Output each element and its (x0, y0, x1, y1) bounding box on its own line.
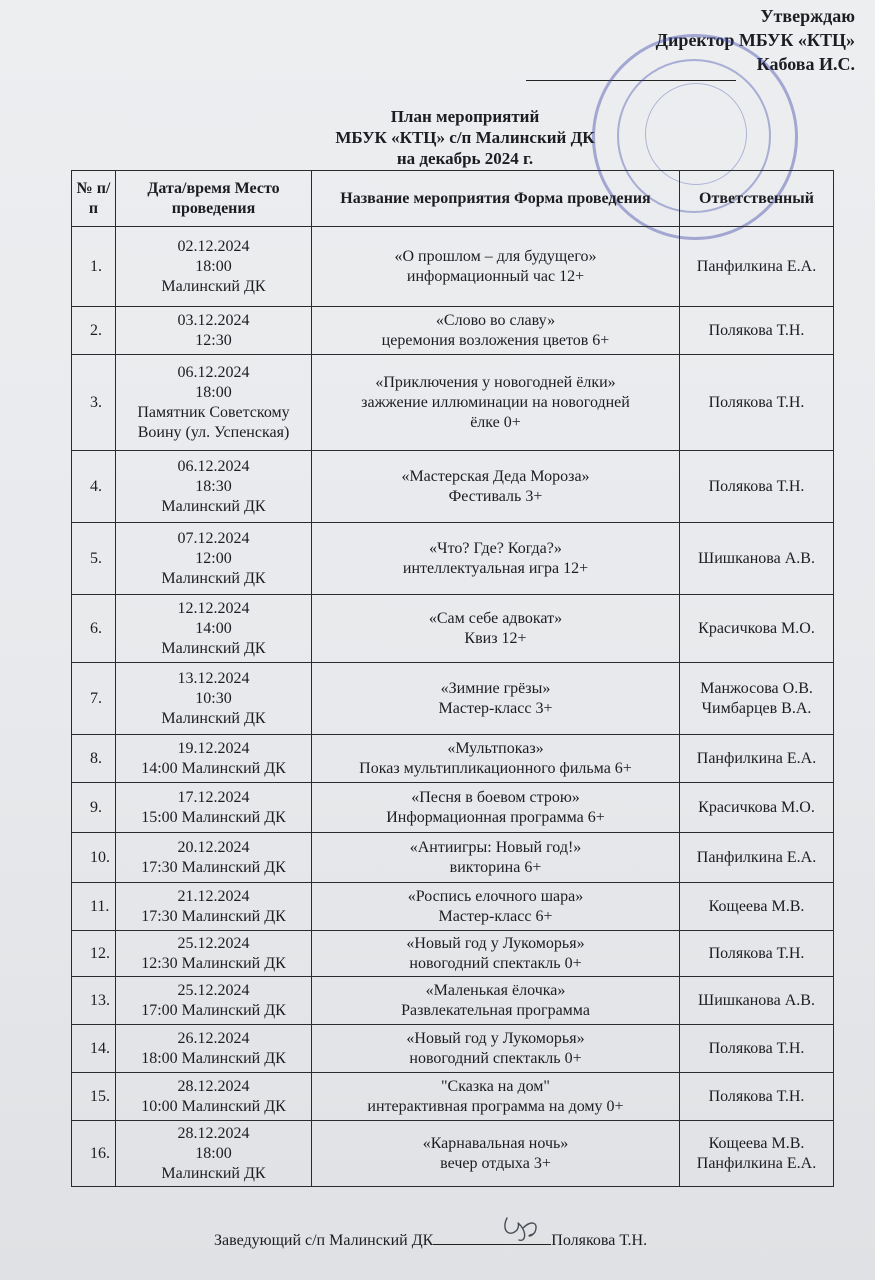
row-event: «Антиигры: Новый год!» викторина 6+ (312, 833, 680, 883)
row-responsible: Полякова Т.Н. (680, 1073, 834, 1121)
table-row (72, 451, 834, 523)
row-datetime: 25.12.2024 12:30 Малинский ДК (116, 931, 312, 977)
row-responsible: Шишканова А.В. (680, 977, 834, 1025)
row-datetime: 20.12.2024 17:30 Малинский ДК (116, 833, 312, 883)
row-responsible: Кощеева М.В. Панфилкина Е.А. (680, 1121, 834, 1187)
row-responsible: Панфилкина Е.А. (680, 227, 834, 307)
row-datetime: 12.12.2024 14:00 Малинский ДК (116, 595, 312, 663)
row-datetime: 06.12.2024 18:30 Малинский ДК (116, 451, 312, 523)
row-num: 10. (72, 833, 116, 883)
document-title (230, 106, 700, 169)
row-num: 12. (72, 931, 116, 977)
row-event: «Новый год у Лукоморья» новогодний спектакль 0+ (312, 1025, 680, 1073)
row-num: 3. (72, 355, 116, 451)
row-datetime: 02.12.2024 18:00 Малинский ДК (116, 227, 312, 307)
footer-signature (214, 1230, 647, 1250)
table-row (72, 663, 834, 735)
row-num: 1. (72, 227, 116, 307)
row-event: «Мультпоказ» Показ мультипликационного фильма 6+ (312, 735, 680, 783)
header-num: № п/п (72, 171, 116, 227)
approval-heading: Утверждаю (760, 6, 855, 26)
footer-position: Заведующий с/п Малинский ДК (214, 1232, 434, 1249)
table-row (72, 1025, 834, 1073)
row-datetime: 17.12.2024 15:00 Малинский ДК (116, 783, 312, 833)
row-responsible: Шишканова А.В. (680, 523, 834, 595)
row-datetime: 06.12.2024 18:00 Памятник Советскому Воину (ул. Успенская) (116, 355, 312, 451)
row-responsible: Полякова Т.Н. (680, 307, 834, 355)
row-datetime: 28.12.2024 18:00 Малинский ДК (116, 1121, 312, 1187)
row-event: «Мастерская Деда Мороза» Фестиваль 3+ (312, 451, 680, 523)
events-table (71, 170, 834, 1187)
table-header-row (72, 171, 834, 227)
row-num: 16. (72, 1121, 116, 1187)
row-event: «Зимние грёзы» Мастер-класс 3+ (312, 663, 680, 735)
row-event: «Сам себе адвокат» Квиз 12+ (312, 595, 680, 663)
row-datetime: 03.12.2024 12:30 (116, 307, 312, 355)
row-num: 7. (72, 663, 116, 735)
row-datetime: 21.12.2024 17:30 Малинский ДК (116, 883, 312, 931)
row-datetime: 07.12.2024 12:00 Малинский ДК (116, 523, 312, 595)
row-event: «Карнавальная ночь» вечер отдыха 3+ (312, 1121, 680, 1187)
table-row (72, 227, 834, 307)
table-row (72, 1121, 834, 1187)
row-responsible: Манжосова О.В. Чимбарцев В.А. (680, 663, 834, 735)
row-num: 6. (72, 595, 116, 663)
title-line-2: МБУК «КТЦ» с/п Малинский ДК (335, 128, 595, 147)
row-responsible: Панфилкина Е.А. (680, 735, 834, 783)
table-row (72, 1073, 834, 1121)
row-num: 5. (72, 523, 116, 595)
table-row (72, 977, 834, 1025)
row-event: «Новый год у Лукоморья» новогодний спектакль 0+ (312, 931, 680, 977)
header-datetime: Дата/время Место проведения (116, 171, 312, 227)
header-event: Название мероприятия Форма проведения (312, 171, 680, 227)
footer-name: Полякова Т.Н. (551, 1232, 648, 1249)
approval-name: Кабова И.С. (756, 54, 855, 74)
row-event: «О прошлом – для будущего» информационный час 12+ (312, 227, 680, 307)
row-responsible: Полякова Т.Н. (680, 451, 834, 523)
row-event: «Что? Где? Когда?» интеллектуальная игра 12+ (312, 523, 680, 595)
row-datetime: 25.12.2024 17:00 Малинский ДК (116, 977, 312, 1025)
row-num: 2. (72, 307, 116, 355)
table-row (72, 307, 834, 355)
row-num: 13. (72, 977, 116, 1025)
row-event: «Маленькая ёлочка» Развлекательная программа (312, 977, 680, 1025)
table-row (72, 595, 834, 663)
row-num: 8. (72, 735, 116, 783)
row-responsible: Панфилкина Е.А. (680, 833, 834, 883)
row-responsible: Полякова Т.Н. (680, 931, 834, 977)
row-responsible: Красичкова М.О. (680, 783, 834, 833)
approval-position: Директор МБУК «КТЦ» (655, 30, 855, 50)
table-row (72, 931, 834, 977)
row-event: «Приключения у новогодней ёлки» зажжение иллюминации на новогодней ёлке 0+ (312, 355, 680, 451)
header-responsible: Ответственный (680, 171, 834, 227)
title-line-3: на декабрь 2024 г. (396, 149, 534, 168)
row-num: 15. (72, 1073, 116, 1121)
row-responsible: Полякова Т.Н. (680, 1025, 834, 1073)
table-row (72, 833, 834, 883)
row-event: «Роспись елочного шара» Мастер-класс 6+ (312, 883, 680, 931)
row-responsible: Красичкова М.О. (680, 595, 834, 663)
row-responsible: Кощеева М.В. (680, 883, 834, 931)
row-datetime: 13.12.2024 10:30 Малинский ДК (116, 663, 312, 735)
table-row (72, 735, 834, 783)
row-datetime: 28.12.2024 10:00 Малинский ДК (116, 1073, 312, 1121)
title-line-1: План мероприятий (390, 107, 540, 126)
row-num: 11. (72, 883, 116, 931)
row-num: 4. (72, 451, 116, 523)
row-event: «Песня в боевом строю» Информационная программа 6+ (312, 783, 680, 833)
table-row (72, 883, 834, 931)
row-datetime: 26.12.2024 18:00 Малинский ДК (116, 1025, 312, 1073)
table-row (72, 783, 834, 833)
table-row (72, 355, 834, 451)
row-datetime: 19.12.2024 14:00 Малинский ДК (116, 735, 312, 783)
handwritten-signature (497, 1208, 549, 1248)
row-event: «Слово во славу» церемония возложения цветов 6+ (312, 307, 680, 355)
row-num: 14. (72, 1025, 116, 1073)
row-event: "Сказка на дом" интерактивная программа на дому 0+ (312, 1073, 680, 1121)
row-num: 9. (72, 783, 116, 833)
row-responsible: Полякова Т.Н. (680, 355, 834, 451)
table-row (72, 523, 834, 595)
